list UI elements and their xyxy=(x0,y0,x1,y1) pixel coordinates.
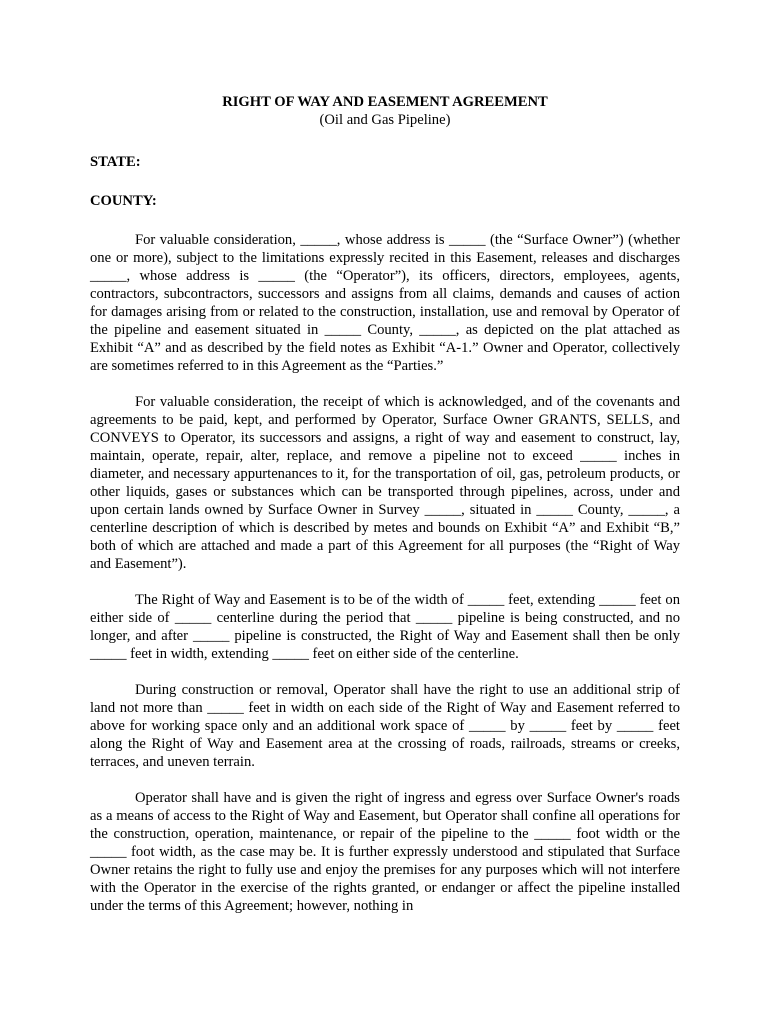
paragraph-grant: For valuable consideration, the receipt of which is acknowledged, and of the covenants and agreements to be paid, kept, and performed by Operator, Surface Owner GRANTS, SELLS, and CONVEYS to Operator, its successors and assigns, a right of way and easement to construct, lay, maintain, operate, repair, alter, replace, and remove a pipeline not to exceed _____ inches in diameter, and necessary appurtenances to it, for the transportation of oil, gas, petroleum products, or other liquids, gases or substances which can be transported through pipelines, across, under and upon certain lands owned by Surface Owner in Survey _____, situated in _____ County, _____, a centerline description of which is described by metes and bounds on Exhibit “A” and Exhibit “B,” both of which are attached and made a part of this Agreement for all purposes (the “Right of Way and Easement”). xyxy=(90,394,680,572)
document-page xyxy=(90,93,680,933)
document-subtitle: (Oil and Gas Pipeline) xyxy=(319,112,451,128)
paragraph-access: Operator shall have and is given the right of ingress and egress over Surface Owner's roads as a means of access to the Right of Way and Easement, but Operator shall confine all operations for the construction, operation, maintenance, or repair of the pipeline to the _____ foot width or the _____ foot width, as the case may be. It is further expressly understood and stipulated that Surface Owner retains the right to fully use and enjoy the premises for any purposes which will not interfere with the Operator in the exercise of the rights granted, or endanger or affect the pipeline installed under the terms of this Agreement; however, nothing in xyxy=(90,790,680,914)
paragraph-construction: During construction or removal, Operator shall have the right to use an additional strip of land not more than _____ feet in width on each side of the Right of Way and Easement referred to above for working space only and an additional work space of _____ by _____ feet by _____ feet along the Right of Way and Easement area at the crossing of roads, railroads, streams or creeks, terraces, and uneven terrain. xyxy=(90,682,680,770)
document-title: RIGHT OF WAY AND EASEMENT AGREEMENT xyxy=(222,94,548,110)
paragraph-release: For valuable consideration, _____, whose address is _____ (the “Surface Owner”) (whether one or more), subject to the limitations expressly recited in this Easement, releases and discharges _____, whose address is _____ (the “Operator”), its officers, directors, employees, agents, contractors, subcontractors, successors and assigns from all claims, demands and causes of action for damages arising from or related to the construction, installation, use and removal by Operator of the pipeline and easement situated in _____ County, _____, as depicted on the plat attached as Exhibit “A” and as described by the field notes as Exhibit “A-1.” Owner and Operator, collectively are sometimes referred to in this Agreement as the “Parties.” xyxy=(90,232,680,374)
paragraph-width: The Right of Way and Easement is to be of the width of _____ feet, extending _____ feet on either side of _____ centerline during the period that _____ pipeline is being constructed, and no longer, and after _____ pipeline is constructed, the Right of Way and Easement shall then be only _____ feet in width, extending _____ feet on either side of the centerline. xyxy=(90,592,680,662)
state-label: STATE: xyxy=(90,154,141,170)
county-label: COUNTY: xyxy=(90,193,157,209)
